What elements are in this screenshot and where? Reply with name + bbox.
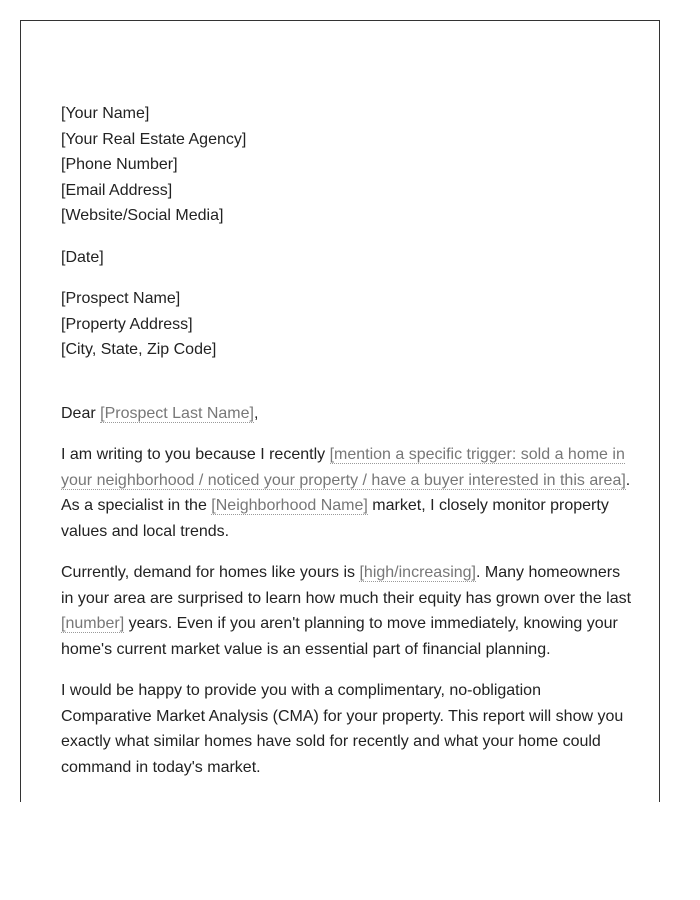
letter-content — [61, 101, 633, 796]
recipient-block — [61, 286, 633, 363]
paragraph-intro-text-2: . As a specialist in the — [61, 471, 631, 514]
recipient-city-state-zip: [City, State, Zip Code] — [61, 341, 217, 358]
sender-block — [61, 101, 633, 229]
sender-name: [Your Name] — [61, 105, 150, 122]
salutation-suffix: , — [253, 404, 259, 422]
sender-email: [Email Address] — [61, 181, 173, 199]
paragraph-demand-text-2: . Many homeowners in your area are surprised to learn how much their equity has grown over the last — [61, 564, 632, 607]
placeholder-demand-level: [high/increasing] — [359, 564, 476, 581]
sender-website: [Website/Social Media] — [61, 207, 224, 224]
letter-date: [Date] — [61, 248, 104, 266]
sender-agency: [Your Real Estate Agency] — [61, 130, 247, 148]
salutation — [61, 401, 633, 427]
recipient-address: [Property Address] — [61, 315, 193, 333]
recipient-name: [Prospect Name] — [61, 290, 181, 307]
paragraph-intro-text-3: market, I closely monitor property values and local trends. — [61, 497, 609, 540]
placeholder-prospect-last-name: [Prospect Last Name] — [100, 404, 254, 422]
sender-phone: [Phone Number] — [61, 156, 178, 173]
paragraph-offer-text: I would be happy to provide you with a complimentary, no-obligation Comparative Market Analysis (CMA) for your property. This report will show you exactly what similar homes have sold for recently and what your home could command in today's market. — [61, 682, 624, 776]
paragraph-demand-text-3: years. Even if you aren't planning to move immediately, knowing your home's current market value is an essential part of financial planning. — [61, 615, 618, 658]
paragraph-intro-text-1: I am writing to you because I recently — [61, 446, 330, 463]
salutation-prefix: Dear — [61, 404, 101, 422]
paragraph-intro — [61, 442, 633, 544]
paragraph-demand-text-1: Currently, demand for homes like yours is — [61, 564, 360, 581]
placeholder-neighborhood: [Neighborhood Name] — [211, 497, 368, 514]
letter-page — [20, 20, 660, 802]
paragraph-offer — [61, 678, 633, 780]
paragraph-demand — [61, 560, 633, 662]
date-block — [61, 245, 633, 271]
placeholder-trigger: [mention a specific trigger: sold a home in your neighborhood / noticed your property / have a buyer interested in this area] — [61, 446, 626, 489]
placeholder-number: [number] — [61, 615, 125, 632]
